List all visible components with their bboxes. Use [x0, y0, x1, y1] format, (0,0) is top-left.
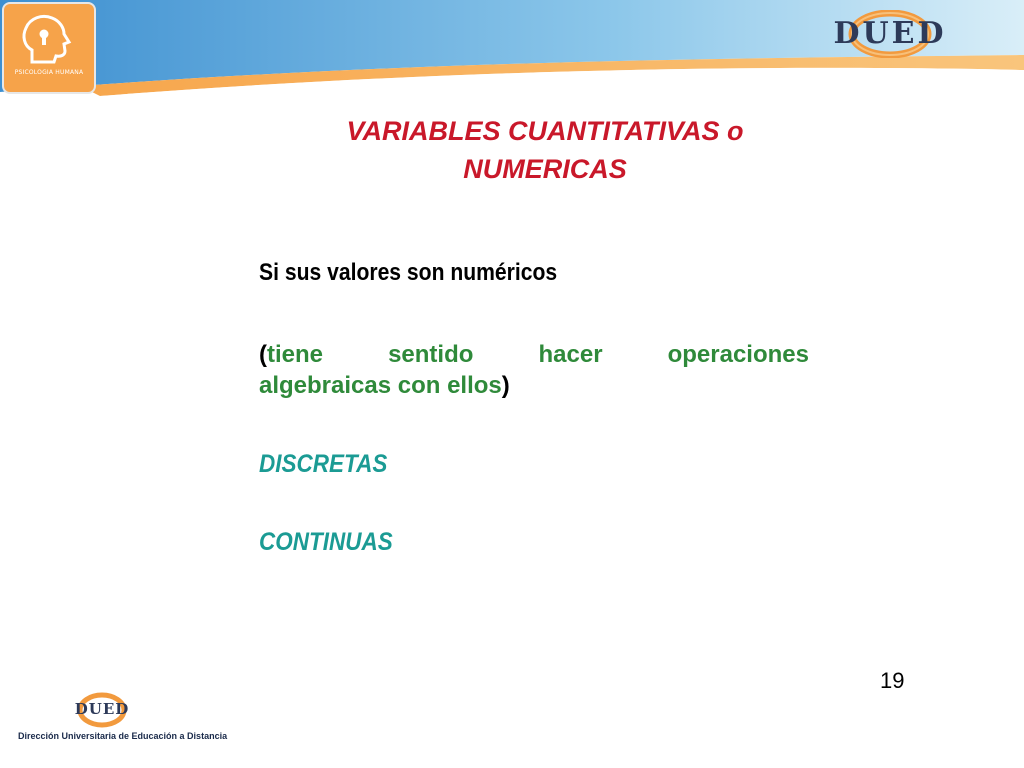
title-line-2: NUMERICAS	[463, 154, 627, 184]
definition-text: Si sus valores son numéricos	[259, 259, 558, 286]
explanation-line-1	[259, 339, 809, 370]
header-banner	[0, 0, 1024, 110]
item-discretas: DISCRETAS	[259, 450, 388, 478]
dued-brand-logo	[782, 10, 998, 58]
open-paren: (	[259, 341, 267, 368]
word-line-2: algebraicas con ellos	[259, 372, 502, 399]
title-line-1: VARIABLES CUANTITATIVAS o	[346, 116, 744, 146]
word-1: tiene	[267, 341, 324, 368]
footer-brand-text: DUED	[74, 700, 130, 718]
item-continuas: CONTINUAS	[259, 528, 393, 556]
slide-body	[259, 258, 809, 557]
head-profile-icon	[4, 4, 94, 74]
logo-label: PSICOLOGIA HUMANA	[14, 69, 84, 76]
close-paren: )	[501, 372, 510, 399]
explanation-paragraph	[259, 339, 809, 401]
psychology-logo	[2, 2, 96, 94]
word-4: operaciones	[667, 341, 809, 368]
slide-title	[280, 112, 810, 188]
explanation-word	[259, 339, 323, 370]
page-number: 19	[880, 668, 905, 693]
word-2: sentido	[388, 341, 474, 368]
brand-text: DUED	[833, 16, 947, 51]
footer-institution-name: Dirección Universitaria de Educación a Distancia	[18, 731, 228, 741]
word-3: hacer	[538, 341, 603, 368]
explanation-line-2	[259, 370, 809, 401]
footer-logo	[62, 690, 142, 730]
